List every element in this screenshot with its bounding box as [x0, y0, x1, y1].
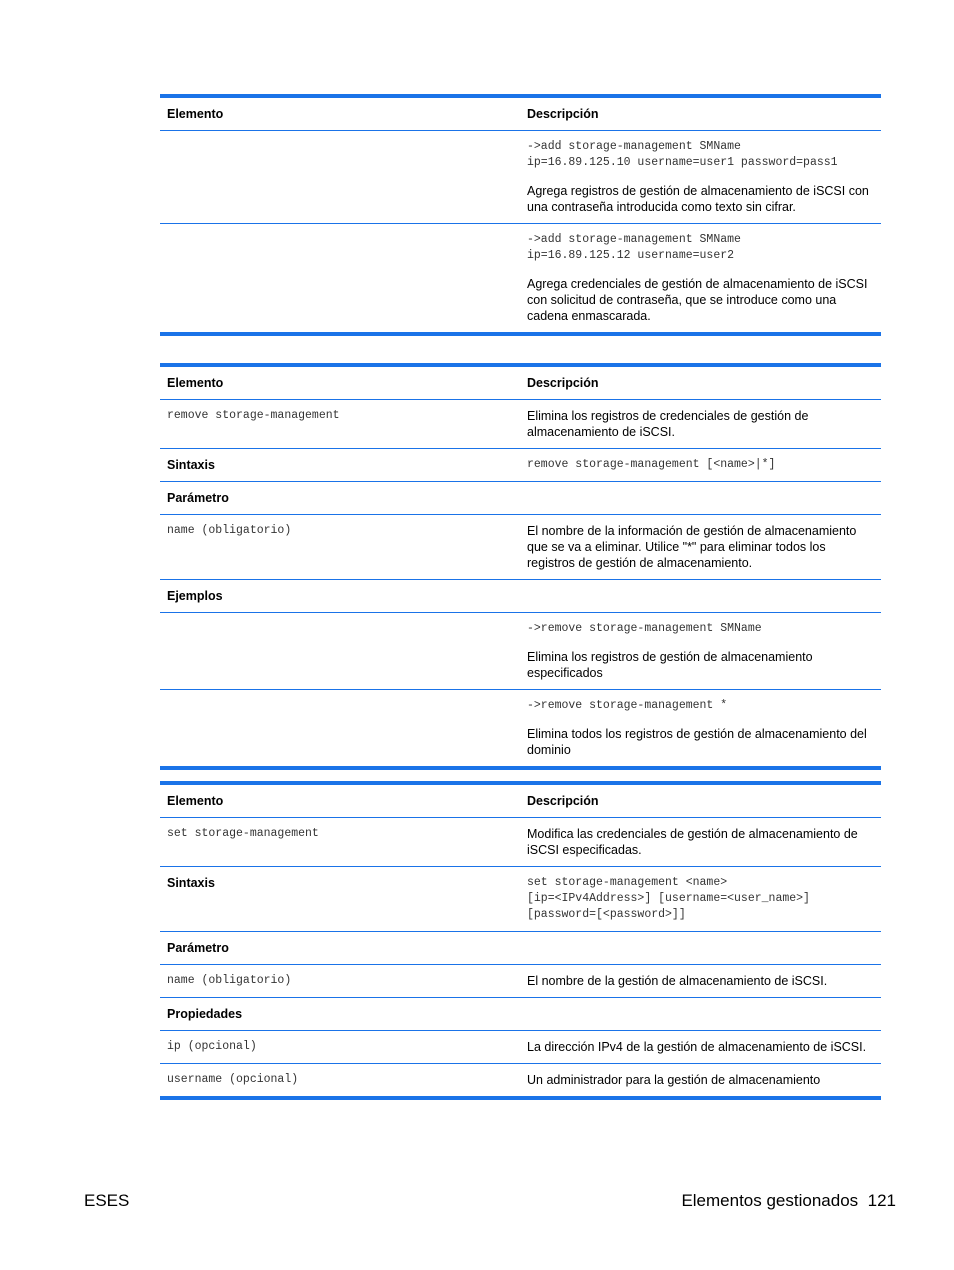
parameter-description: El nombre de la información de gestión de almacenamiento que se va a eliminar. Utilice "*" para eliminar todos los registros de gestión de almacenamiento.: [527, 524, 857, 570]
table-row: [160, 1030, 881, 1063]
header-element: Elemento: [167, 794, 224, 808]
header-description: Descripción: [527, 107, 599, 121]
table-row: [160, 131, 881, 223]
parameter-label: Parámetro: [167, 491, 229, 505]
example-code: ->add storage-management SMName ip=16.89.125.12 username=user2: [527, 233, 741, 262]
example-description: Agrega credenciales de gestión de almacenamiento de iSCSI con solicitud de contraseña, que se introduce como una cadena enmascarada.: [527, 277, 868, 323]
property-description: Un administrador para la gestión de almacenamiento: [527, 1073, 821, 1087]
header-description: Descripción: [527, 376, 599, 390]
row-description-cell: [521, 224, 881, 332]
example-description: Elimina todos los registros de gestión de almacenamiento del dominio: [527, 727, 867, 757]
property-description: La dirección IPv4 de la gestión de almacenamiento de iSCSI.: [527, 1040, 867, 1054]
examples-label: Ejemplos: [167, 589, 223, 603]
parameter-label: Parámetro: [167, 941, 229, 955]
header-element: Elemento: [167, 376, 224, 390]
table-add-examples: [160, 94, 881, 336]
command-name: set storage-management: [167, 827, 319, 840]
syntax-code: remove storage-management [<name>|*]: [527, 458, 776, 471]
footer-section-title: Elementos gestionados: [681, 1191, 859, 1210]
table-row: [160, 931, 881, 964]
row-description-cell: [521, 131, 881, 223]
example-description: Agrega registros de gestión de almacenamiento de iSCSI con una contraseña introducida como texto sin cifrar.: [527, 184, 869, 214]
example-description: Elimina los registros de gestión de almacenamiento especificados: [527, 650, 813, 680]
command-description: Modifica las credenciales de gestión de almacenamiento de iSCSI especificadas.: [527, 827, 858, 857]
footer-locale: ESES: [84, 1191, 130, 1210]
table-row: [160, 448, 881, 481]
row-element-cell: [160, 224, 521, 332]
command-name: remove storage-management: [167, 409, 340, 422]
table-row: [160, 223, 881, 332]
footer-page-info: [681, 1191, 896, 1211]
header-description: Descripción: [527, 794, 599, 808]
table-header: [160, 367, 881, 400]
parameter-description: El nombre de la gestión de almacenamiento de iSCSI.: [527, 974, 828, 988]
parameter-name: name (obligatorio): [167, 974, 292, 987]
table-header: [160, 98, 881, 131]
example-cell: [521, 613, 881, 689]
syntax-label: Sintaxis: [167, 876, 215, 890]
table-remove-storage-management: [160, 363, 881, 770]
example-code: ->remove storage-management *: [527, 699, 728, 712]
table-row: [160, 997, 881, 1030]
property-name: ip (opcional): [167, 1040, 257, 1053]
command-description: Elimina los registros de credenciales de gestión de almacenamiento de iSCSI.: [527, 409, 809, 439]
syntax-label: Sintaxis: [167, 458, 215, 472]
header-element: Elemento: [167, 107, 224, 121]
properties-label: Propiedades: [167, 1007, 243, 1021]
syntax-code: set storage-management <name> [ip=<IPv4Address>] [username=<user_name>] [password=[<password>]]: [527, 876, 810, 921]
row-element-cell: [160, 131, 521, 223]
table-row: [160, 818, 881, 866]
example-code: ->remove storage-management SMName: [527, 622, 762, 635]
table-row: [160, 481, 881, 514]
example-code: ->add storage-management SMName ip=16.89.125.10 username=user1 password=pass1: [527, 140, 838, 169]
table-row: [160, 866, 881, 931]
footer-page-number: 121: [867, 1191, 896, 1210]
table-row: [160, 689, 881, 766]
table-row: [160, 1063, 881, 1096]
parameter-name: name (obligatorio): [167, 524, 292, 537]
table-row: [160, 514, 881, 579]
table-row: [160, 400, 881, 448]
example-cell: [521, 690, 881, 766]
table-header: [160, 785, 881, 818]
table-row: [160, 579, 881, 612]
table-set-storage-management: [160, 781, 881, 1100]
table-row: [160, 964, 881, 997]
table-row: [160, 612, 881, 689]
property-name: username (opcional): [167, 1073, 299, 1086]
